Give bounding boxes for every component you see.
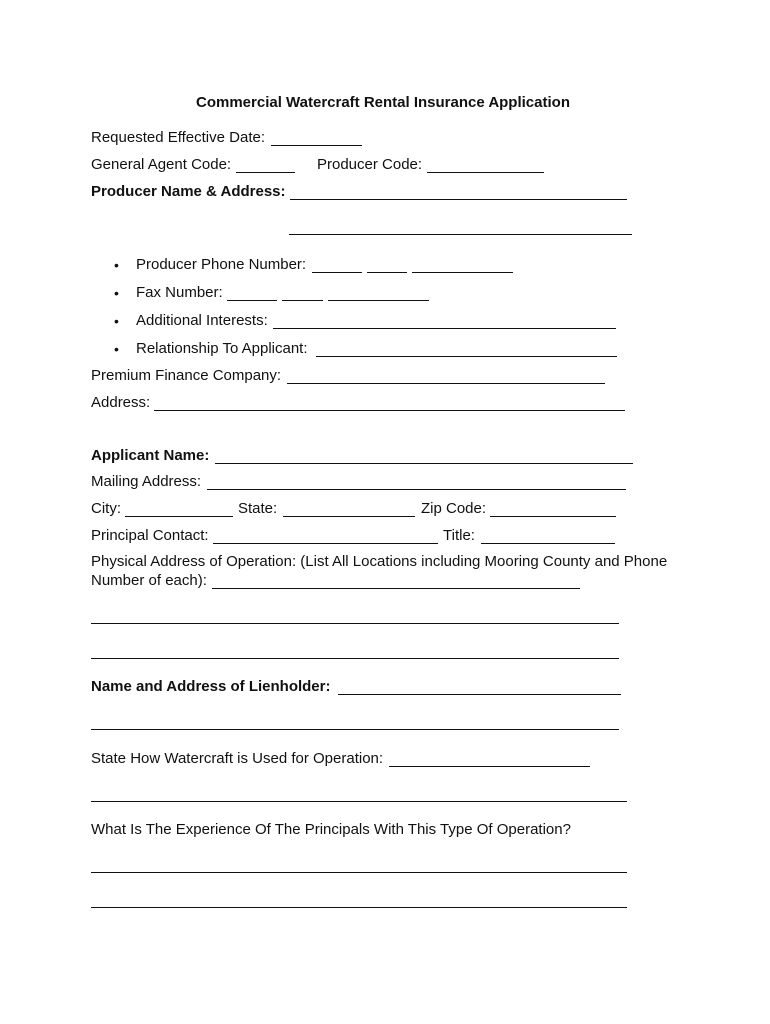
bullet-icon: • bbox=[114, 341, 119, 357]
additional-interests-label: Additional Interests: bbox=[136, 312, 268, 329]
address-label: Address: bbox=[91, 394, 151, 411]
mailing-address-field[interactable] bbox=[207, 489, 626, 490]
bullet-icon: • bbox=[114, 313, 119, 329]
producer-name-address-field[interactable] bbox=[290, 199, 627, 200]
general-agent-code-field[interactable] bbox=[236, 172, 295, 173]
fax-number-label: Fax Number: bbox=[136, 284, 223, 301]
state-label: State: bbox=[238, 500, 278, 517]
mailing-address-label: Mailing Address: bbox=[91, 473, 202, 490]
applicant-name-label: Applicant Name: bbox=[91, 447, 210, 464]
requested-effective-date-label: Requested Effective Date: bbox=[91, 129, 265, 146]
physical-address-line3-field[interactable] bbox=[91, 658, 619, 659]
physical-address-label-line1: Physical Address of Operation: (List All Locations including Mooring County and Phone bbox=[91, 553, 668, 570]
fax-prefix-field[interactable] bbox=[282, 300, 323, 301]
requested-effective-date-field[interactable] bbox=[271, 145, 362, 146]
watercraft-use-field[interactable] bbox=[389, 766, 590, 767]
state-field[interactable] bbox=[283, 516, 415, 517]
physical-address-label-line2: Number of each): bbox=[91, 572, 207, 589]
producer-phone-area-field[interactable] bbox=[312, 272, 362, 273]
experience-answer-line2-field[interactable] bbox=[91, 907, 627, 908]
title-label: Title: bbox=[443, 527, 475, 544]
producer-code-label: Producer Code: bbox=[317, 156, 423, 173]
city-label: City: bbox=[91, 500, 121, 517]
address-field[interactable] bbox=[154, 410, 625, 411]
lienholder-line2-field[interactable] bbox=[91, 729, 619, 730]
title-field[interactable] bbox=[481, 543, 615, 544]
producer-phone-number-field[interactable] bbox=[412, 272, 513, 273]
principal-contact-field[interactable] bbox=[213, 543, 438, 544]
producer-name-address-label: Producer Name & Address: bbox=[91, 183, 286, 200]
physical-address-line2-field[interactable] bbox=[91, 623, 619, 624]
city-field[interactable] bbox=[125, 516, 233, 517]
general-agent-code-label: General Agent Code: bbox=[91, 156, 232, 173]
watercraft-use-line2-field[interactable] bbox=[91, 801, 627, 802]
lienholder-label: Name and Address of Lienholder: bbox=[91, 678, 331, 695]
experience-question-label: What Is The Experience Of The Principals With This Type Of Operation? bbox=[91, 821, 571, 838]
lienholder-field[interactable] bbox=[338, 694, 621, 695]
relationship-to-applicant-label: Relationship To Applicant: bbox=[136, 340, 308, 357]
experience-answer-line1-field[interactable] bbox=[91, 872, 627, 873]
physical-address-field[interactable] bbox=[212, 588, 580, 589]
applicant-name-field[interactable] bbox=[215, 463, 633, 464]
watercraft-use-label: State How Watercraft is Used for Operation: bbox=[91, 750, 384, 767]
principal-contact-label: Principal Contact: bbox=[91, 527, 209, 544]
producer-address-line2-field[interactable] bbox=[289, 234, 632, 235]
zip-code-label: Zip Code: bbox=[421, 500, 487, 517]
form-title: Commercial Watercraft Rental Insurance Application bbox=[196, 94, 570, 111]
additional-interests-field[interactable] bbox=[273, 328, 616, 329]
bullet-icon: • bbox=[114, 257, 119, 273]
producer-phone-label: Producer Phone Number: bbox=[136, 256, 307, 273]
premium-finance-company-field[interactable] bbox=[287, 383, 605, 384]
producer-phone-prefix-field[interactable] bbox=[367, 272, 407, 273]
relationship-to-applicant-field[interactable] bbox=[316, 356, 617, 357]
fax-area-field[interactable] bbox=[227, 300, 277, 301]
fax-number-field[interactable] bbox=[328, 300, 429, 301]
producer-code-field[interactable] bbox=[427, 172, 544, 173]
zip-code-field[interactable] bbox=[490, 516, 616, 517]
premium-finance-company-label: Premium Finance Company: bbox=[91, 367, 282, 384]
bullet-icon: • bbox=[114, 285, 119, 301]
